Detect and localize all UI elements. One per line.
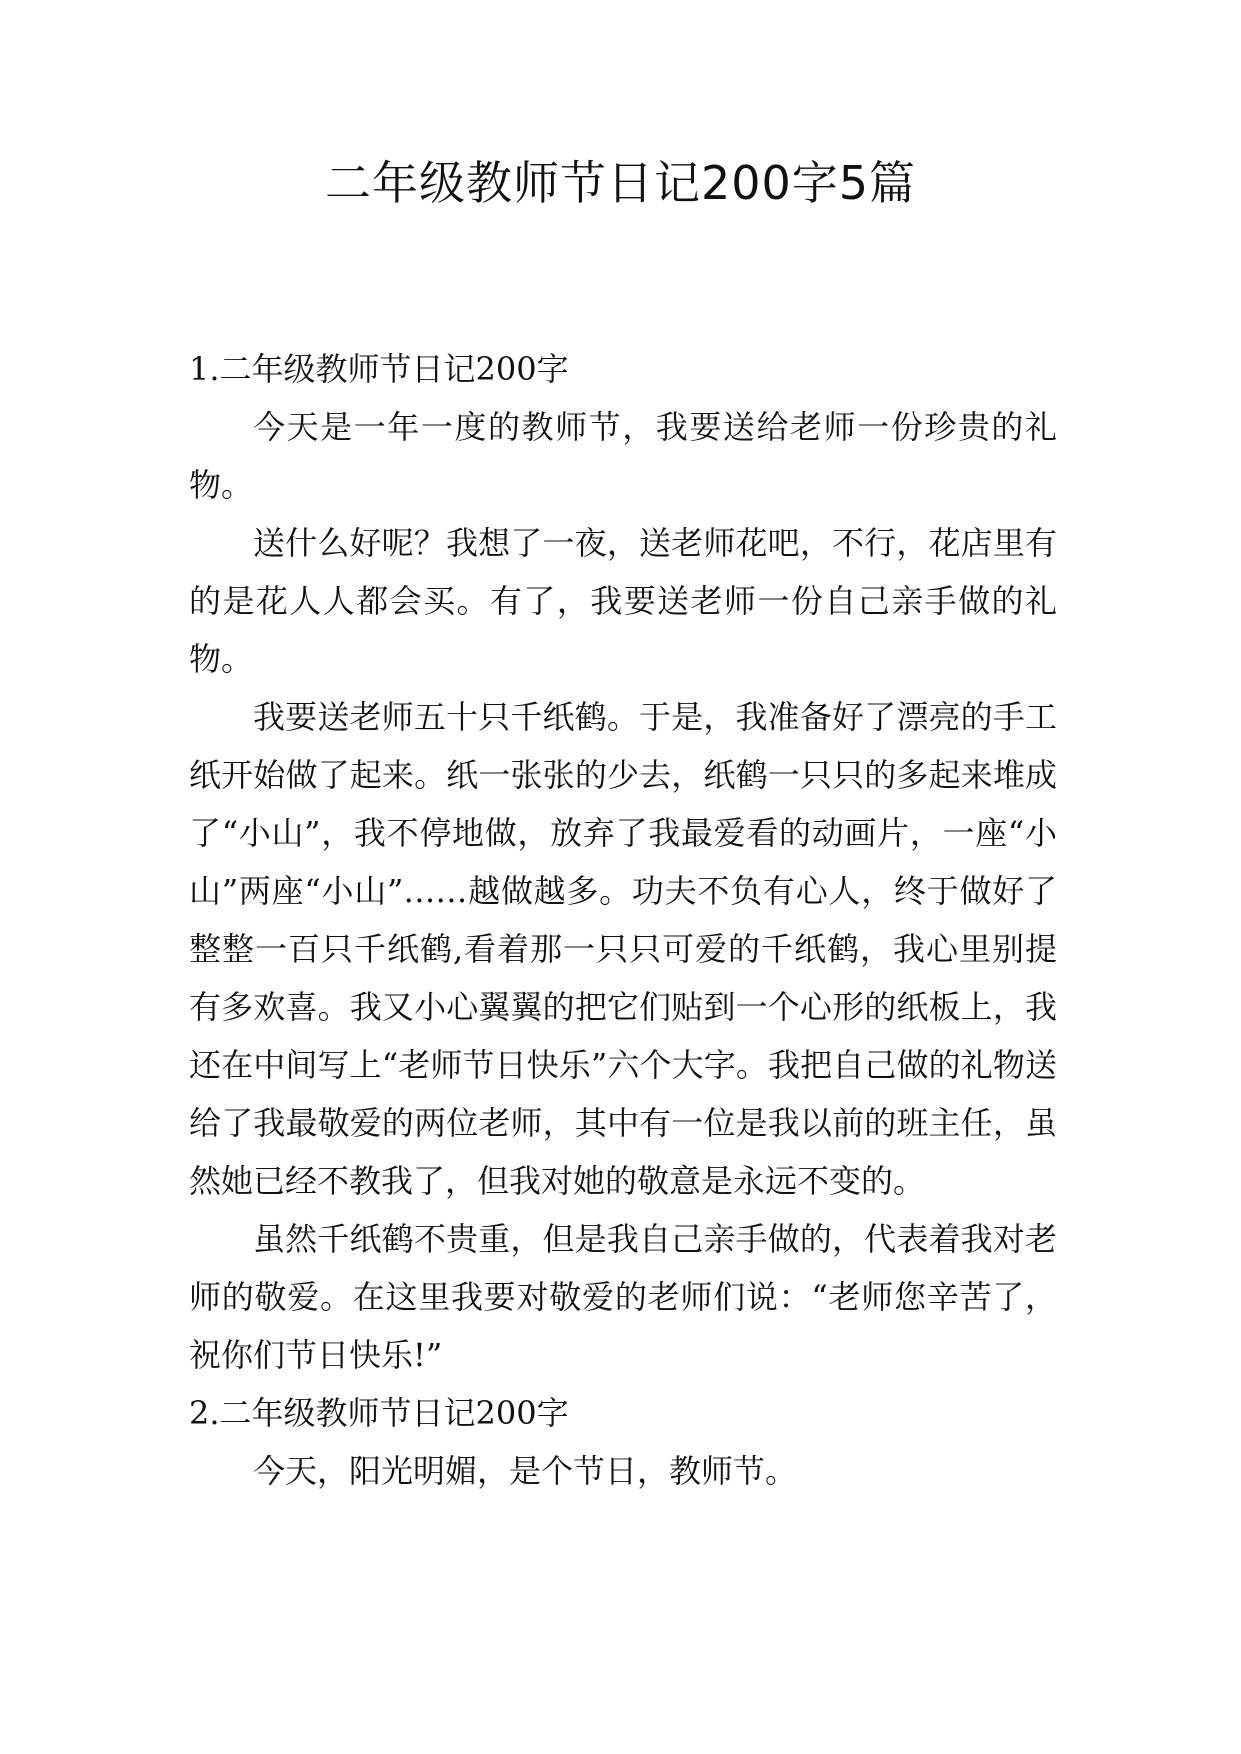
diary-section: [189, 1384, 1057, 1500]
paragraph: 今天是一年一度的教师节，我要送给老师一份珍贵的礼物。: [189, 408, 1057, 504]
paragraph: 送什么好呢？我想了一夜，送老师花吧，不行，花店里有的是花人人都会买。有了，我要送老师一份自己亲手做的礼物。: [189, 524, 1057, 678]
document-title: 二年级教师节日记200字5篇: [324, 156, 917, 210]
section-heading: 1.二年级教师节日记200字: [189, 350, 569, 388]
section-heading: 2.二年级教师节日记200字: [189, 1394, 569, 1432]
paragraph: 今天，阳光明媚，是个节日，教师节。: [253, 1452, 798, 1490]
document-body: [189, 340, 1057, 1500]
paragraph: 我要送老师五十只千纸鹤。于是，我准备好了漂亮的手工纸开始做了起来。纸一张张的少去，纸鹤一只只的多起来堆成了“小山”，我不停地做，放弃了我最爱看的动画片，一座“小山”两座“小山”……越做越多。功夫不负有心人，终于做好了整整一百只千纸鹤,看着那一只只可爱的千纸鹤，我心里别提有多欢喜。我又小心翼翼的把它们贴到一个心形的纸板上，我还在中间写上“老师节日快乐”六个大字。我把自己做的礼物送给了我最敬爱的两位老师，其中有一位是我以前的班主任，虽然她已经不教我了，但我对她的敬意是永远不变的。: [189, 698, 1057, 1200]
paragraph: 虽然千纸鹤不贵重，但是我自己亲手做的，代表着我对老师的敬爱。在这里我要对敬爱的老师们说：“老师您辛苦了，祝你们节日快乐!”: [189, 1220, 1057, 1374]
diary-section: [189, 340, 1057, 1384]
